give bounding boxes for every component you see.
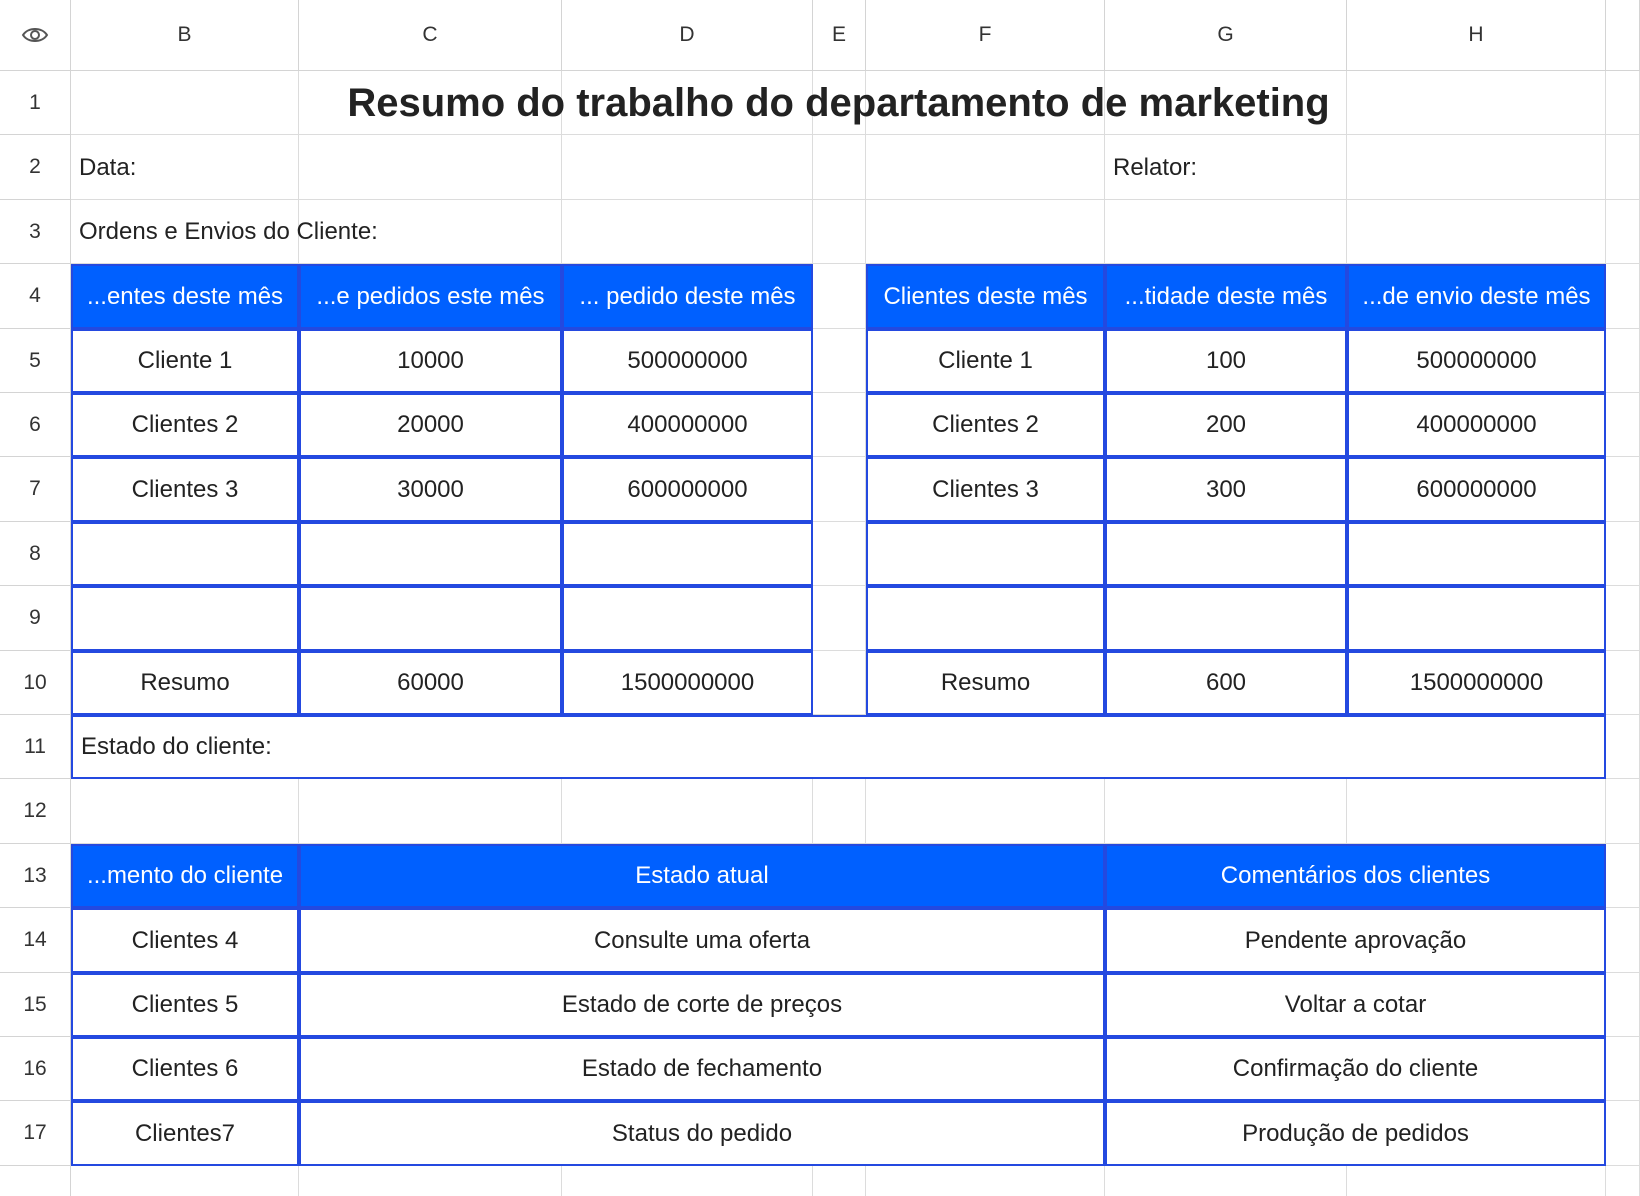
shipping-cell[interactable]: 400000000	[1347, 393, 1606, 457]
status-section-label[interactable]: Estado do cliente:	[71, 715, 1606, 779]
grid-cell[interactable]	[1606, 457, 1640, 522]
grid-cell[interactable]	[813, 522, 866, 586]
orders-cell[interactable]	[562, 522, 813, 586]
status-header-2[interactable]: Estado atual	[299, 844, 1105, 908]
grid-cell[interactable]	[813, 135, 866, 200]
orders-cell[interactable]: 600000000	[562, 457, 813, 522]
status-header-3[interactable]: Comentários dos clientes	[1105, 844, 1606, 908]
status-header-1[interactable]: ...mento do cliente	[71, 844, 299, 908]
status-cell[interactable]: Clientes 6	[71, 1037, 299, 1101]
orders-header-3[interactable]: ... pedido deste mês	[562, 264, 813, 329]
reporter-label[interactable]: Relator:	[1113, 153, 1198, 181]
grid-cell[interactable]	[813, 264, 866, 329]
row-header-5[interactable]: 5	[0, 329, 71, 393]
row-header-16[interactable]: 16	[0, 1037, 71, 1101]
shipping-header-1[interactable]: Clientes deste mês	[866, 264, 1105, 329]
row-header-1[interactable]: 1	[0, 71, 71, 135]
shipping-summary-cell[interactable]: 1500000000	[1347, 651, 1606, 715]
shipping-cell[interactable]: 100	[1105, 329, 1347, 393]
column-header-c[interactable]: C	[299, 0, 562, 71]
orders-summary-cell[interactable]: Resumo	[71, 651, 299, 715]
grid-cell[interactable]	[1606, 586, 1640, 651]
orders-cell[interactable]: 20000	[299, 393, 562, 457]
grid-cell[interactable]	[1606, 1101, 1640, 1166]
grid-cell[interactable]	[1606, 329, 1640, 393]
row-header-8[interactable]: 8	[0, 522, 71, 586]
row-header-7[interactable]: 7	[0, 457, 71, 522]
grid-cell[interactable]	[1606, 71, 1640, 135]
status-cell[interactable]: Confirmação do cliente	[1105, 1037, 1606, 1101]
status-cell[interactable]: Clientes 5	[71, 973, 299, 1037]
eye-icon[interactable]	[21, 25, 49, 45]
shipping-cell[interactable]: Clientes 3	[866, 457, 1105, 522]
orders-cell[interactable]: 10000	[299, 329, 562, 393]
orders-summary-cell[interactable]: 1500000000	[562, 651, 813, 715]
column-header-f[interactable]: F	[866, 0, 1105, 71]
status-cell[interactable]: Clientes 4	[71, 908, 299, 973]
grid-cell[interactable]	[1606, 779, 1640, 844]
status-cell[interactable]: Consulte uma oferta	[299, 908, 1105, 973]
column-header-extra[interactable]	[1606, 0, 1640, 71]
row-header-4[interactable]: 4	[0, 264, 71, 329]
grid-cell[interactable]	[1606, 973, 1640, 1037]
date-label[interactable]: Data:	[79, 153, 137, 181]
corner-cell[interactable]	[0, 0, 71, 71]
shipping-cell[interactable]: 600000000	[1347, 457, 1606, 522]
orders-cell[interactable]: 400000000	[562, 393, 813, 457]
grid-cell[interactable]	[562, 135, 813, 200]
orders-header-1[interactable]: ...entes deste mês	[71, 264, 299, 329]
row-header-12[interactable]: 12	[0, 779, 71, 844]
shipping-cell[interactable]	[1347, 586, 1606, 651]
orders-cell[interactable]	[71, 522, 299, 586]
column-header-d[interactable]: D	[562, 0, 813, 71]
shipping-cell[interactable]: 300	[1105, 457, 1347, 522]
grid-cell[interactable]	[1347, 779, 1606, 844]
grid-cell[interactable]	[1606, 715, 1640, 779]
grid-cell[interactable]	[1606, 651, 1640, 715]
page-title[interactable]: Resumo do trabalho do departamento de marketing	[347, 80, 1330, 125]
shipping-header-2[interactable]: ...tidade deste mês	[1105, 264, 1347, 329]
orders-header-2[interactable]: ...e pedidos este mês	[299, 264, 562, 329]
shipping-header-3[interactable]: ...de envio deste mês	[1347, 264, 1606, 329]
row-header-10[interactable]: 10	[0, 651, 71, 715]
grid-cell[interactable]	[562, 1166, 813, 1196]
status-cell[interactable]: Pendente aprovação	[1105, 908, 1606, 973]
orders-cell[interactable]	[71, 586, 299, 651]
status-cell[interactable]: Produção de pedidos	[1105, 1101, 1606, 1166]
status-cell[interactable]: Clientes7	[71, 1101, 299, 1166]
grid-cell[interactable]	[1606, 522, 1640, 586]
row-header-6[interactable]: 6	[0, 393, 71, 457]
grid-cell[interactable]	[1606, 264, 1640, 329]
row-header-3[interactable]: 3	[0, 200, 71, 264]
grid-cell[interactable]	[1606, 135, 1640, 200]
orders-cell[interactable]: Clientes 3	[71, 457, 299, 522]
shipping-cell[interactable]	[1347, 522, 1606, 586]
status-cell[interactable]: Estado de corte de preços	[299, 973, 1105, 1037]
column-header-g[interactable]: G	[1105, 0, 1347, 71]
status-cell[interactable]: Status do pedido	[299, 1101, 1105, 1166]
grid-cell[interactable]	[813, 779, 866, 844]
grid-cell[interactable]	[1606, 908, 1640, 973]
grid-cell[interactable]	[1606, 200, 1640, 264]
orders-summary-cell[interactable]: 60000	[299, 651, 562, 715]
grid-cell[interactable]	[813, 586, 866, 651]
column-header-b[interactable]: B	[71, 0, 299, 71]
grid-cell[interactable]	[1105, 1166, 1347, 1196]
orders-cell[interactable]	[299, 586, 562, 651]
row-header-17[interactable]: 17	[0, 1101, 71, 1166]
row-header-15[interactable]: 15	[0, 973, 71, 1037]
shipping-cell[interactable]	[1105, 522, 1347, 586]
grid-cell[interactable]	[299, 1166, 562, 1196]
grid-cell[interactable]	[813, 393, 866, 457]
orders-cell[interactable]: Cliente 1	[71, 329, 299, 393]
grid-cell[interactable]	[813, 1166, 866, 1196]
grid-cell[interactable]	[1105, 779, 1347, 844]
grid-cell[interactable]	[1347, 135, 1606, 200]
row-header-13[interactable]: 13	[0, 844, 71, 908]
grid-cell[interactable]	[562, 779, 813, 844]
shipping-cell[interactable]	[1105, 586, 1347, 651]
row-header-9[interactable]: 9	[0, 586, 71, 651]
shipping-cell[interactable]: 200	[1105, 393, 1347, 457]
row-header-2[interactable]: 2	[0, 135, 71, 200]
status-cell[interactable]: Voltar a cotar	[1105, 973, 1606, 1037]
orders-cell[interactable]: 500000000	[562, 329, 813, 393]
grid-cell[interactable]	[866, 135, 1105, 200]
orders-cell[interactable]	[299, 522, 562, 586]
grid-cell[interactable]	[71, 779, 299, 844]
column-header-e[interactable]: E	[813, 0, 866, 71]
shipping-summary-cell[interactable]: 600	[1105, 651, 1347, 715]
grid-cell[interactable]	[1606, 844, 1640, 908]
shipping-cell[interactable]	[866, 586, 1105, 651]
row-header-14[interactable]: 14	[0, 908, 71, 973]
grid-cell[interactable]	[866, 1166, 1105, 1196]
grid-cell[interactable]	[1606, 1037, 1640, 1101]
column-header-h[interactable]: H	[1347, 0, 1606, 71]
shipping-summary-cell[interactable]: Resumo	[866, 651, 1105, 715]
orders-cell[interactable]: 30000	[299, 457, 562, 522]
grid-cell[interactable]	[866, 779, 1105, 844]
grid-cell[interactable]	[71, 1166, 299, 1196]
orders-section-label[interactable]: Ordens e Envios do Cliente:	[79, 218, 378, 245]
grid-cell[interactable]	[813, 651, 866, 715]
orders-cell[interactable]	[562, 586, 813, 651]
shipping-cell[interactable]: Cliente 1	[866, 329, 1105, 393]
shipping-cell[interactable]: 500000000	[1347, 329, 1606, 393]
status-cell[interactable]: Estado de fechamento	[299, 1037, 1105, 1101]
grid-cell[interactable]	[299, 135, 562, 200]
grid-cell[interactable]	[813, 329, 866, 393]
shipping-cell[interactable]: Clientes 2	[866, 393, 1105, 457]
grid-cell[interactable]	[1347, 1166, 1606, 1196]
grid-cell[interactable]	[299, 779, 562, 844]
orders-cell[interactable]: Clientes 2	[71, 393, 299, 457]
row-header-extra[interactable]	[0, 1166, 71, 1196]
shipping-cell[interactable]	[866, 522, 1105, 586]
grid-cell[interactable]	[1606, 393, 1640, 457]
row-header-11[interactable]: 11	[0, 715, 71, 779]
grid-cell[interactable]	[1606, 1166, 1640, 1196]
grid-cell[interactable]	[813, 457, 866, 522]
